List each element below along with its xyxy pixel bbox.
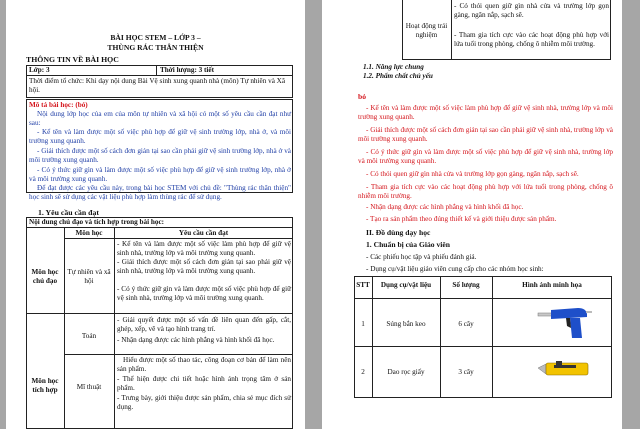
- info-heading: THÔNG TIN VỀ BÀI HỌC: [26, 55, 119, 64]
- row-material: Dao rọc giấy: [387, 368, 425, 376]
- row-quantity: 3 cây: [458, 368, 474, 376]
- utility-knife-icon: [536, 356, 594, 382]
- requirement-item: - Giải thích được một số cách đơn giản tại sao phải giữ vệ sinh nhà, trường lớp và môi trường xung quanh.: [117, 258, 291, 275]
- col-image: Hình ảnh minh họa: [522, 281, 582, 289]
- objectives-heading: Mô tả bài học: (bỏ): [29, 101, 88, 109]
- lesson-subtitle: THÙNG RÁC THÂN THIỆN: [107, 43, 204, 52]
- row-material: Súng bắn keo: [386, 320, 426, 328]
- subject-toan: Toán: [81, 332, 97, 340]
- integration-heading: Nội dung chủ đạo và tích hợp trong bài học:: [29, 218, 165, 226]
- col-material: Dụng cụ/vật liệu: [380, 281, 432, 289]
- prep-item: - Dụng cụ/vật liệu giáo viên cung cấp cho các nhóm học sinh:: [366, 265, 544, 273]
- section-2-1-heading: 1. Chuẩn bị của Giáo viên: [366, 240, 450, 249]
- red-item: - Có thói quen giữ gìn nhà cửa và trường lớp gọn gàng, ngăn nắp, sạch sẽ.: [366, 170, 579, 178]
- col-quantity: Số lượng: [452, 281, 480, 289]
- objective-item: - Giải thích được một số cách đơn giản tại sao cần phải giữ vệ sinh trường lớp, nhà ở và môi trường xung quanh.: [29, 147, 291, 164]
- objectives-outro: Để đạt được các yêu cầu này, trong bài học STEM với chủ đề: "Thùng rác thân thiện" học sinh sẽ sử dụng các vật liệu phù hợp làm thùng rác để sử dụng.: [29, 184, 291, 201]
- subject-tnxh: Tự nhiên và xã hội: [67, 268, 111, 285]
- duration-label: Thời lượng: 3 tiết: [160, 66, 215, 74]
- requirement-item: - Thể hiện được chi tiết hoặc hình ảnh trọng tâm ở sản phẩm.: [117, 375, 291, 392]
- requirement-item: - Nhận dạng được các hình phẳng và hình khối đã học.: [117, 336, 275, 344]
- requirement-item: - Giải quyết được một số vấn đề liên quan đến gấp, cắt, ghép, xếp, vẽ và tạo hình trang trí.: [117, 316, 291, 333]
- objective-item: - Có ý thức giữ gìn và làm được một số việc phù hợp để giữ vệ sinh trường lớp, nhà ở và môi trường xung quanh.: [29, 166, 291, 183]
- subject-hdtn: Hoạt động trải nghiệm: [405, 22, 448, 39]
- timing-text: Thời điểm tổ chức: Khi dạy nội dung Bài Vệ sinh xung quanh nhà (môn) Tự nhiên và Xã hội.: [29, 77, 286, 94]
- col-requirements-header: Yêu cầu cần đạt: [178, 229, 229, 237]
- red-item: - Tạo ra sản phẩm theo đúng thiết kế và giới thiệu được sản phẩm.: [366, 215, 557, 223]
- section-2-heading: II. Đồ dùng dạy học: [366, 228, 431, 237]
- red-item: - Nhận dạng được các hình phẳng và hình khối đã học.: [366, 203, 524, 211]
- ability-general: 1.1. Năng lực chung: [363, 63, 424, 71]
- requirements-heading: 1. Yêu cầu cần đạt: [38, 208, 100, 217]
- red-item: - Tham gia tích cực vào các hoạt động phù hợp với lứa tuổi trong phòng, chống ô nhiễm môi trường.: [358, 183, 613, 200]
- activity-item: - Tham gia tích cực vào các hoạt động phù hợp với lứa tuổi trong phòng, chống ô nhiễm môi trường.: [454, 31, 609, 48]
- row-stt: 1: [361, 320, 365, 328]
- requirement-item: Hiểu được một số thao tác, công đoạn cơ bản để làm nên sản phẩm.: [117, 356, 291, 373]
- requirement-item: - Có ý thức giữ gìn và làm được một số việc phù hợp để giữ vệ sinh nhà, trường lớp và môi trường xung quanh.: [117, 285, 291, 302]
- objective-item: - Kể tên và làm được một số việc phù hợp để giữ vệ sinh trường lớp, nhà ở, và môi trường xung quanh.: [29, 128, 291, 145]
- requirement-item: - Kể tên và làm được một số việc làm phù hợp để giữ vệ sinh nhà, trường lớp và môi trường xung quanh.: [117, 240, 291, 257]
- red-item: - Kể tên và làm được một số việc làm phù hợp để giữ vệ sinh nhà, trường lớp và môi trường xung quanh.: [358, 104, 613, 121]
- red-item: - Có ý thức giữ gìn và làm được một số việc phù hợp để giữ vệ sinh nhà, trường lớp và môi trường xung quanh.: [358, 148, 613, 165]
- removed-label: bỏ: [358, 92, 367, 101]
- activity-item: - Có thói quen giữ gìn nhà cửa và trường lớp gọn gàng, ngăn nắp, sạch sẽ.: [454, 2, 609, 19]
- ability-quality: 1.2. Phẩm chất chủ yếu: [363, 72, 433, 80]
- group-main-subject: Môn học chủ đạo: [31, 268, 59, 285]
- group-integrated-subject: Môn học tích hợp: [31, 377, 59, 394]
- red-item: - Giải thích được một số cách đơn giản tại sao cần phải giữ vệ sinh nhà, trường lớp và môi trường xung quanh.: [358, 126, 613, 143]
- row-stt: 2: [361, 368, 365, 376]
- document-page-right: [322, 0, 622, 429]
- glue-gun-icon: [536, 304, 594, 342]
- objectives-intro: Nội dung lớp học của em của môn tự nhiên và xã hội có một số yêu cầu cần đạt như sau:: [29, 110, 291, 127]
- lesson-title: BÀI HỌC STEM – LỚP 3 –: [110, 33, 201, 42]
- document-page-left: [6, 0, 305, 429]
- row-quantity: 6 cây: [458, 320, 474, 328]
- prep-item: - Các phiếu học tập và phiếu đánh giá.: [366, 253, 477, 261]
- col-stt: STT: [356, 281, 370, 289]
- requirement-item: - Trưng bày, giới thiệu được sản phẩm, chia sẻ mục đích sử dụng.: [117, 394, 291, 411]
- col-subject-header: Môn học: [75, 229, 103, 237]
- grade-label: Lớp: 3: [29, 66, 50, 74]
- subject-mi-thuat: Mĩ thuật: [76, 383, 102, 391]
